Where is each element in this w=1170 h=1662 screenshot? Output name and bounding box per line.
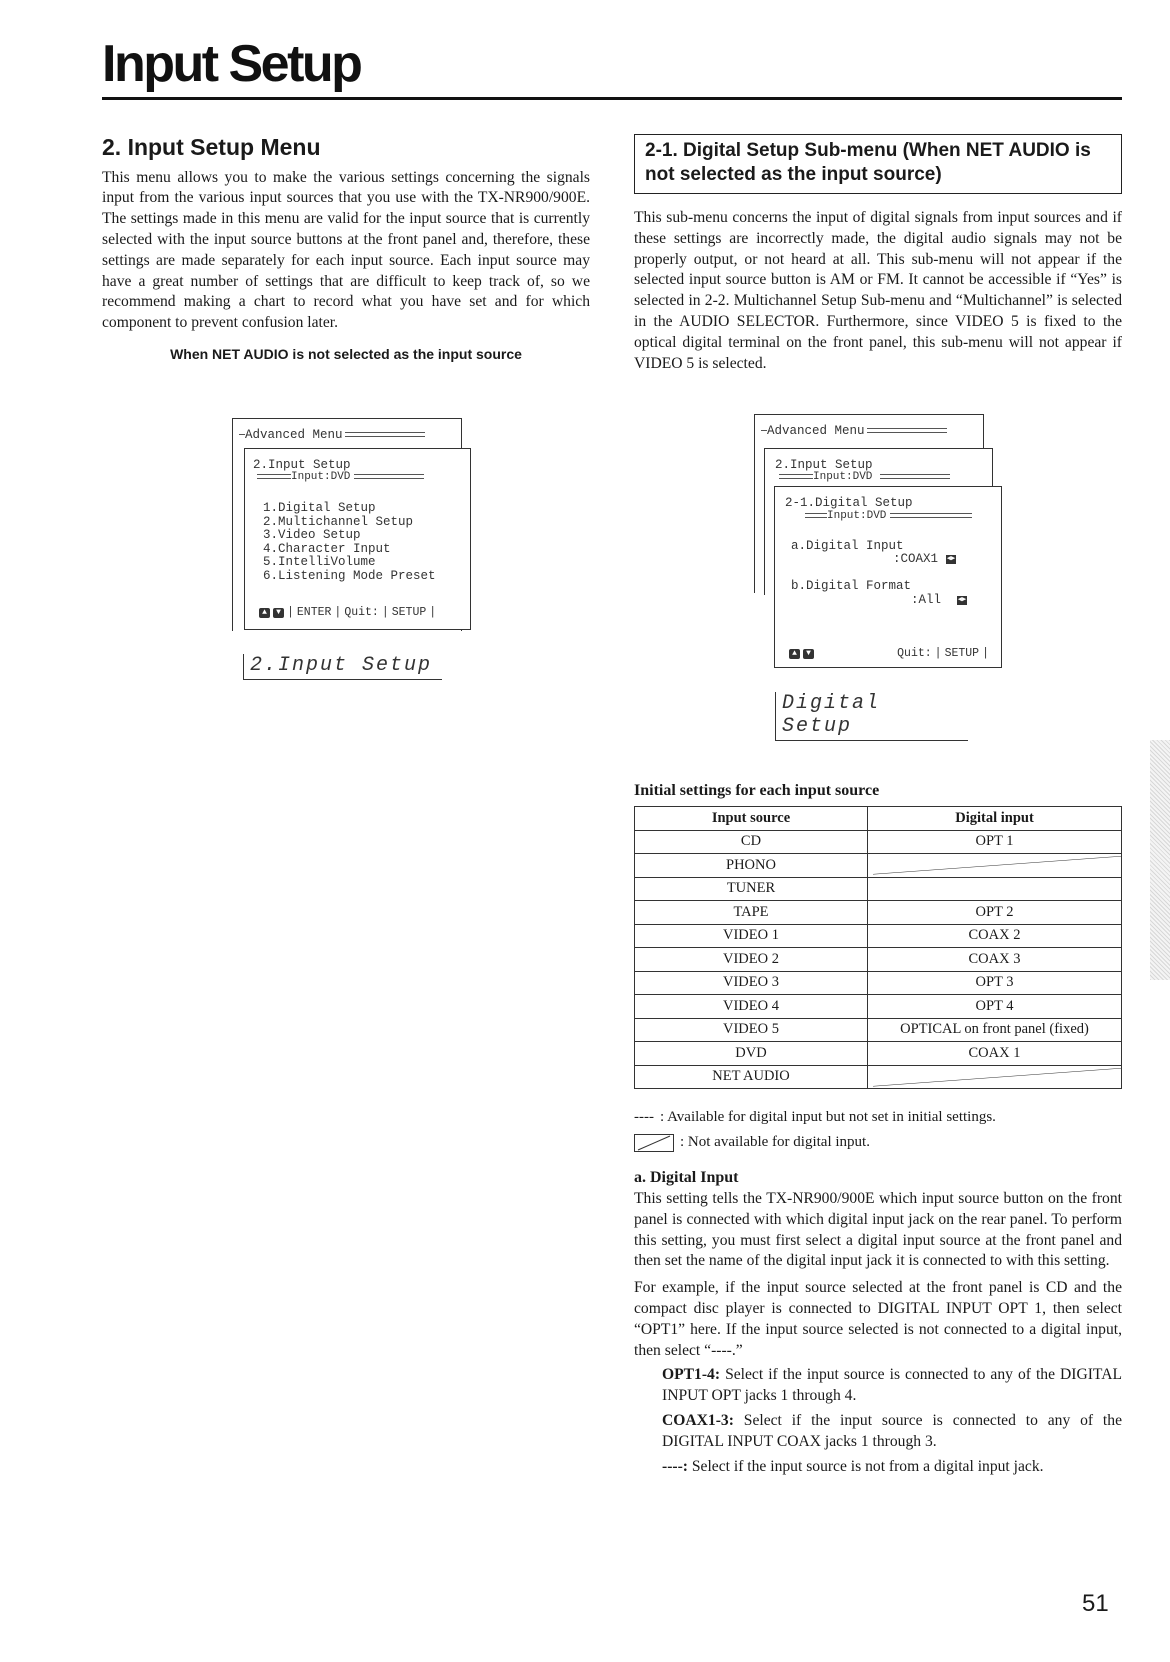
osd-footer-setup: SETUP (391, 606, 427, 619)
osd-input-line: Input:DVD (813, 471, 873, 483)
table-row (635, 948, 1122, 972)
osd-menu-item: 5.IntelliVolume (263, 555, 376, 569)
option-desc: Select if the input source is connected to any of the DIGITAL INPUT OPT jacks 1 through 4. (662, 1366, 1122, 1405)
osd-value-digital-format: :All (911, 593, 942, 607)
option-desc: Select if the input source is connected to any of the DIGITAL INPUT COAX jacks 1 through 3. (662, 1411, 1122, 1450)
cell-input-source: CD (635, 830, 868, 854)
table-row (635, 1065, 1122, 1089)
down-arrow-icon: ▼ (273, 608, 284, 618)
legend-dash-symbol: ---- (634, 1109, 654, 1125)
osd-footer-quit: Quit: (344, 606, 379, 619)
input-setup-intro: This menu allows you to make the various settings concerning the signals input from the various input sources that you use with the TX-NR900/900E. The settings made in this menu are valid for the input source that is currently selected with the input source buttons at the front panel and, therefore, these settings are made separately for each input source. Each input source may have a great number of settings that are difficult to keep track of, so we recommend making a chart to record what you have set and for which component to prevent confusion later. (102, 168, 590, 332)
osd-footer-enter: ENTER (296, 606, 332, 619)
digital-input-heading: a. Digital Input (634, 1169, 739, 1186)
osd-menu-item: 6.Listening Mode Preset (263, 568, 436, 583)
option-coax (662, 1411, 1122, 1453)
down-arrow-icon: ▼ (803, 649, 814, 659)
right-arrow-icon: ◀▶ (957, 596, 967, 604)
side-thumb-tab (1150, 740, 1170, 980)
table-row (635, 1018, 1122, 1042)
column-header: Input source (635, 807, 868, 831)
cell-digital-input: OPT 1 (868, 830, 1122, 854)
cell-input-source: VIDEO 3 (635, 971, 868, 995)
digital-input-example: For example, if the input source selected at the front panel is CD and the compact disc player is connected to DIGITAL INPUT OPT 1, then select “OPT1” here. If the input source selected is not connected to a digital input, then select “----.” (634, 1279, 1122, 1359)
osd-menu-title: Advanced Menu (245, 428, 343, 442)
cell-digital-input: OPTICAL on front panel (fixed) (868, 1018, 1122, 1042)
initial-settings-section (634, 782, 1122, 1477)
right-arrow-icon: ◀▶ (946, 555, 956, 563)
osd-footer-quit: Quit: (897, 647, 932, 660)
osd-submenu-title: 2.Input Setup (253, 458, 351, 472)
table-row (635, 924, 1122, 948)
cell-input-source: VIDEO 2 (635, 948, 868, 972)
cell-input-source: VIDEO 4 (635, 995, 868, 1019)
left-column (102, 134, 590, 362)
osd-menu-title: Advanced Menu (767, 424, 865, 438)
option-term: ----: (662, 1457, 688, 1475)
option-none (662, 1457, 1122, 1478)
cell-input-source: VIDEO 1 (635, 924, 868, 948)
table-row (635, 995, 1122, 1019)
osd-caption: When NET AUDIO is not selected as the input source (170, 345, 522, 362)
table-header-row (635, 807, 1122, 831)
page-number: 51 (1082, 1590, 1109, 1617)
legend-dash (634, 1105, 1122, 1130)
table-title: Initial settings for each input source (634, 782, 880, 799)
osd-value-digital-input: :COAX1 (893, 552, 939, 566)
section-heading-input-setup-menu: 2. Input Setup Menu (102, 134, 321, 160)
cell-digital-input (868, 1065, 1122, 1089)
osd-item-digital-input: a.Digital Input (791, 539, 904, 553)
osd-item-digital-format: b.Digital Format (791, 579, 912, 593)
osd-menu-item: 3.Video Setup (263, 528, 361, 542)
osd-menu-item: 1.Digital Setup (263, 501, 376, 515)
cell-digital-input (868, 854, 1122, 878)
table-row (635, 877, 1122, 901)
cell-input-source: NET AUDIO (635, 1065, 868, 1089)
title-divider (102, 97, 1122, 100)
osd-digital-setup-window: 2-1.Digital Setup Input:DVD a.Digital Input :COAX1 ◀▶ b.Digital Format :All ◀▶ ▲ ▼ Quit: | SETUP | (774, 486, 1002, 668)
option-term: COAX1-3: (662, 1411, 734, 1429)
digital-setup-intro: This sub-menu concerns the input of digital signals from input sources and if these settings are incorrectly made, the digital audio signals may not be properly output, or not heard at all. This sub-menu will not appear if the selected input source button is AM or FM. It cannot be accessible if “Yes” is selected in 2-2. Multichannel Setup Sub-menu and “Multichannel” is selected in the AUDIO SELECTOR. Furthermore, since VIDEO 5 is fixed to the optical digital terminal on the front panel, this sub-menu will not appear if VIDEO 5 is selected. (634, 209, 1122, 372)
cell-input-source: TUNER (635, 877, 868, 901)
cell-digital-input: OPT 4 (868, 995, 1122, 1019)
osd-menu-item: 4.Character Input (263, 541, 391, 556)
table-row (635, 830, 1122, 854)
digital-input-paragraph: This setting tells the TX-NR900/900E which input source button on the front panel is connected with which digital input jack on the rear panel. To perform this setting, you must first select a digital input source at the front panel and then set the name of the digital input jack it is connected to with this setting. (634, 1190, 1122, 1270)
cell-digital-input: COAX 3 (868, 948, 1122, 972)
osd-footer-setup: SETUP (944, 647, 980, 660)
osd-input-line: Input:DVD (827, 510, 887, 522)
option-desc: Select if the input source is not from a digital input jack. (691, 1457, 1044, 1475)
osd-input-setup-window: 2.Input Setup Input:DVD 1.Digital Setup 2.Multichannel Setup 3.Video Setup 4.Character Input 5.IntelliVolume 6.Listening Mode Preset ▲ ▼ | ENTER | Quit: | SETUP | (244, 448, 471, 630)
osd-menu-item: 2.Multichannel Setup (263, 514, 414, 529)
cell-input-source: PHONO (635, 854, 868, 878)
cell-digital-input: OPT 2 (868, 901, 1122, 925)
front-panel-display: Digital Setup (775, 692, 968, 741)
osd-submenu-title: 2.Input Setup (775, 458, 873, 472)
right-column (634, 134, 1122, 374)
cell-input-source: TAPE (635, 901, 868, 925)
cell-digital-input: COAX 2 (868, 924, 1122, 948)
cell-digital-input (868, 877, 1122, 901)
table-row (635, 901, 1122, 925)
page-title: Input Setup (102, 35, 361, 93)
not-available-slash-icon (868, 1066, 1121, 1089)
cell-input-source: VIDEO 5 (635, 1018, 868, 1042)
option-opt (662, 1365, 1122, 1407)
table-row (635, 971, 1122, 995)
option-term: OPT1-4: (662, 1366, 721, 1384)
osd-digital-setup-title: 2-1.Digital Setup (785, 496, 913, 510)
not-available-slash-icon (868, 854, 1121, 877)
cell-input-source: DVD (635, 1042, 868, 1066)
osd-input-line: Input:DVD (291, 471, 351, 483)
not-available-symbol-icon (634, 1134, 674, 1152)
legend-na-text: : Not available for digital input. (680, 1134, 870, 1150)
cell-digital-input: OPT 3 (868, 971, 1122, 995)
legend-na (634, 1130, 1122, 1155)
column-header: Digital input (868, 807, 1122, 831)
table-row (635, 1042, 1122, 1066)
section-heading-digital-setup: 2-1. Digital Setup Sub-menu (When NET AUDIO is not selected as the input source) (634, 134, 1122, 194)
front-panel-display: 2.Input Setup (243, 654, 442, 680)
up-arrow-icon: ▲ (789, 649, 800, 659)
up-arrow-icon: ▲ (259, 608, 270, 618)
table-row (635, 854, 1122, 878)
cell-digital-input: COAX 1 (868, 1042, 1122, 1066)
legend-dash-text: : Available for digital input but not set in initial settings. (659, 1109, 996, 1125)
initial-settings-table (634, 806, 1122, 1089)
